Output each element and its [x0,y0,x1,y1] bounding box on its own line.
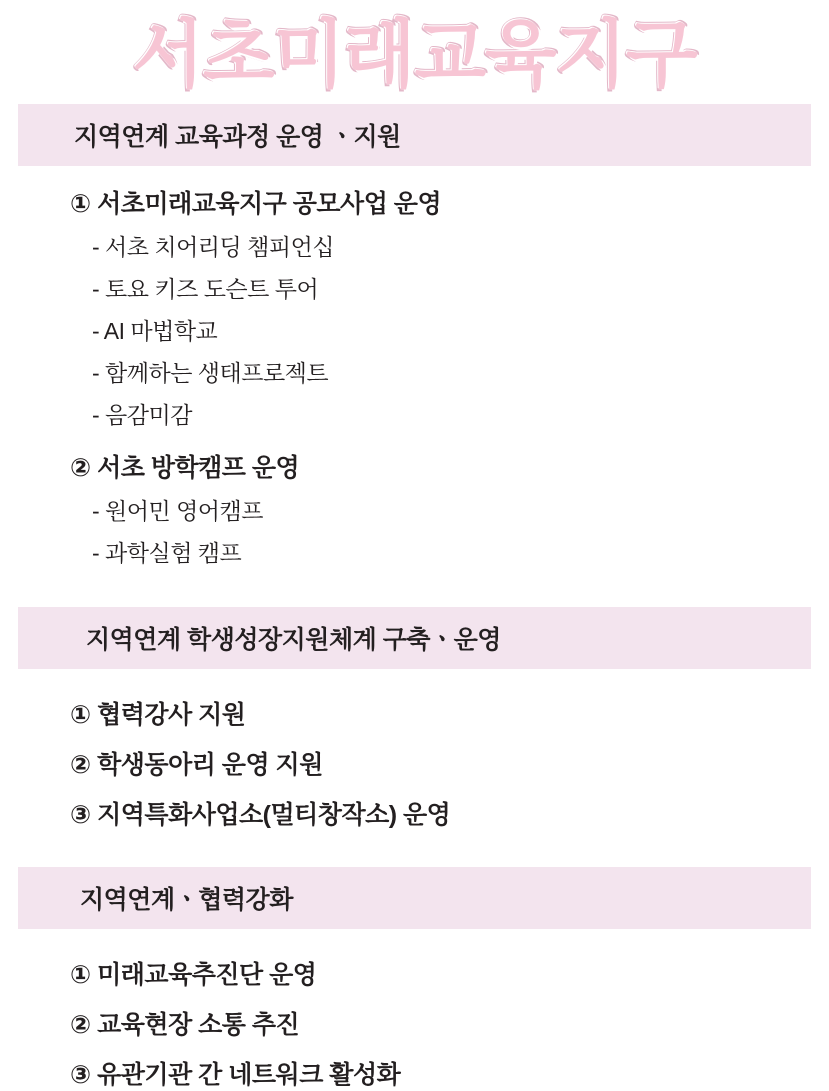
section-header-3-label: 지역연계ㆍ협력강화 [80,885,293,914]
section-1-body [0,184,829,568]
section-3-body [0,929,829,1091]
section-2-body [0,669,829,831]
section-header-2 [18,607,811,669]
spacer [18,669,811,681]
list-item: - 함께하는 생태프로젝트 [92,359,329,386]
list-item: - 원어민 영어캠프 [92,497,263,524]
list-item: - 토요 키즈 도슨트 투어 [92,275,319,302]
section-header-3 [18,867,811,929]
section-header-2-label: 지역연계 학생성장지원체계 구축ㆍ운영 [86,625,501,654]
spacer [18,929,811,941]
list-item: ① 협력강사 지원 [70,700,246,729]
section-header-1-label: 지역연계 교육과정 운영 ㆍ지원 [74,122,401,151]
page-title: 서초미래교육지구 [132,13,697,96]
list-item: ③ 유관기관 간 네트워크 활성화 [70,1060,401,1089]
list-item: ① 서초미래교육지구 공모사업 운영 [70,189,442,218]
list-item: ② 학생동아리 운영 지원 [70,750,323,779]
list-item: ② 서초 방학캠프 운영 [70,453,300,482]
list-item: ① 미래교육추진단 운영 [70,960,317,989]
list-item: - 음감미감 [92,401,192,428]
spacer [0,845,829,867]
poster-title-wrap [0,0,829,104]
list-item: - 과학실험 캠프 [92,539,242,566]
list-item: ③ 지역특화사업소(멀티창작소) 운영 [70,800,451,829]
list-item: ② 교육현장 소통 추진 [70,1010,300,1039]
list-item: - AI 마법학교 [92,317,218,344]
spacer [0,577,829,607]
section-header-1 [18,104,811,166]
list-item: - 서초 치어리딩 챔피언십 [92,233,335,260]
